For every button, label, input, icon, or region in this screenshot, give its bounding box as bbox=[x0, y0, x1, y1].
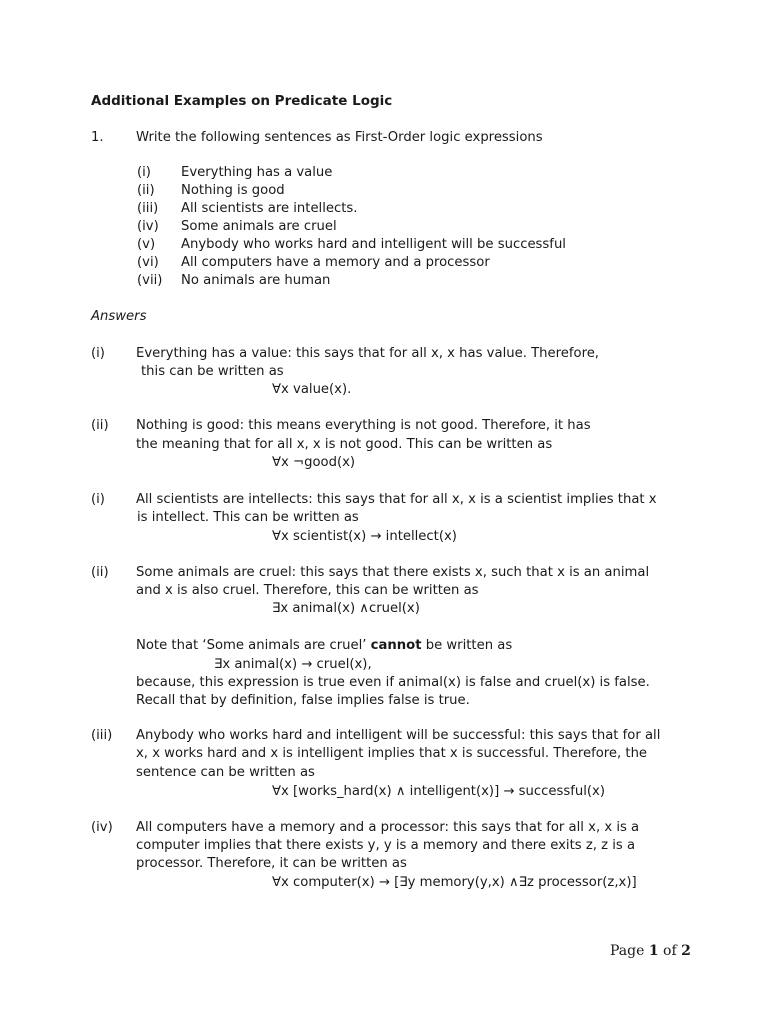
item-text: Nothing is good bbox=[181, 183, 285, 198]
item-number: (iii) bbox=[137, 201, 159, 216]
item-number: (i) bbox=[137, 165, 151, 180]
item-number: (vii) bbox=[137, 273, 163, 288]
answer-text: All computers have a memory and a processor: this says that for all x, x is a bbox=[136, 820, 640, 835]
item-text: Anybody who works hard and intelligent will be successful bbox=[181, 237, 566, 252]
answer-text: Everything has a value: this says that for all x, x has value. Therefore, bbox=[136, 346, 600, 361]
answer-formula: ∀x computer(x) → [∃y memory(y,x) ∧∃z processor(z,x)] bbox=[272, 875, 637, 890]
current-page: 1 bbox=[648, 943, 659, 959]
item-number: (v) bbox=[137, 237, 156, 252]
answers-heading: Answers bbox=[91, 309, 147, 324]
item-text: Some animals are cruel bbox=[181, 219, 337, 234]
answer-text: the meaning that for all x, x is not good. This can be written as bbox=[136, 437, 553, 452]
total-pages: 2 bbox=[681, 943, 691, 959]
item-number: (iv) bbox=[137, 219, 159, 234]
note-formula: ∃x animal(x) → cruel(x), bbox=[214, 657, 372, 672]
page-word: Page bbox=[610, 943, 645, 959]
answer-text: Some animals are cruel: this says that there exists x, such that x is an animal bbox=[136, 565, 650, 580]
item-text: All scientists are intellects. bbox=[181, 201, 358, 216]
question-text: Write the following sentences as First-Order logic expressions bbox=[136, 130, 543, 145]
note-explanation: Recall that by definition, false implies false is true. bbox=[136, 693, 470, 708]
answer-number: (i) bbox=[91, 492, 105, 507]
answer-number: (ii) bbox=[91, 418, 109, 433]
of-word: of bbox=[663, 943, 677, 959]
answer-formula: ∀x scientist(x) → intellect(x) bbox=[272, 529, 457, 544]
item-text: All computers have a memory and a processor bbox=[181, 255, 490, 270]
answer-number: (iv) bbox=[91, 820, 113, 835]
answer-number: (ii) bbox=[91, 565, 109, 580]
answer-text: processor. Therefore, it can be written as bbox=[136, 856, 407, 871]
emphasis-word: cannot bbox=[370, 638, 422, 653]
answer-formula: ∀x ¬good(x) bbox=[272, 455, 356, 470]
answer-text: Anybody who works hard and intelligent will be successful: this says that for all bbox=[136, 728, 661, 743]
answer-number: (i) bbox=[91, 346, 105, 361]
item-text: Everything has a value bbox=[181, 165, 333, 180]
answer-text: All scientists are intellects: this says that for all x, x is a scientist implies that x bbox=[136, 492, 657, 507]
answer-text: this can be written as bbox=[141, 364, 284, 379]
document-title: Additional Examples on Predicate Logic bbox=[91, 93, 393, 109]
answer-number: (iii) bbox=[91, 728, 113, 743]
answer-text: is intellect. This can be written as bbox=[137, 510, 359, 525]
answer-text: sentence can be written as bbox=[136, 765, 315, 780]
answer-text: x, x works hard and x is intelligent implies that x is successful. Therefore, the bbox=[136, 746, 648, 761]
answer-text: Nothing is good: this means everything is not good. Therefore, it has bbox=[136, 418, 591, 433]
page-footer bbox=[610, 942, 691, 960]
answer-formula: ∀x [works_hard(x) ∧ intelligent(x)] → successful(x) bbox=[272, 784, 605, 799]
note-line: Note that ‘Some animals are cruel’ cannot be written as bbox=[136, 638, 513, 653]
answer-text: and x is also cruel. Therefore, this can be written as bbox=[136, 583, 479, 598]
answer-formula: ∀x value(x). bbox=[272, 382, 352, 397]
answer-text: computer implies that there exists y, y is a memory and there exits z, z is a bbox=[136, 838, 636, 853]
note-explanation: because, this expression is true even if animal(x) is false and cruel(x) is false. bbox=[136, 675, 650, 690]
item-number: (ii) bbox=[137, 183, 155, 198]
item-number: (vi) bbox=[137, 255, 159, 270]
item-text: No animals are human bbox=[181, 273, 331, 288]
question-number: 1. bbox=[91, 130, 104, 145]
answer-formula: ∃x animal(x) ∧cruel(x) bbox=[272, 601, 420, 616]
